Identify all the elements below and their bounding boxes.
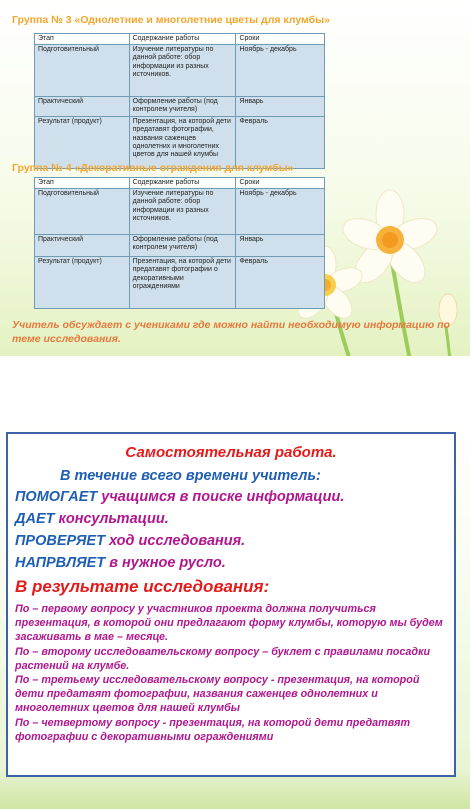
- action-text: в нужное русло.: [105, 555, 226, 571]
- cell-deadline: Ноябрь - декабрь: [236, 189, 325, 235]
- action-keyword: ПРОВЕРЯЕТ: [15, 533, 105, 549]
- teacher-action-line: [15, 511, 169, 527]
- group-4-plan-table: [34, 177, 325, 309]
- cell-stage: Результат (продукт): [35, 117, 130, 169]
- cell-deadline: Февраль: [236, 257, 325, 309]
- cell-deadline: Ноябрь - декабрь: [236, 45, 325, 97]
- cell-stage: Практический: [35, 97, 130, 117]
- teacher-action-line: [15, 489, 344, 505]
- action-text: консультации.: [54, 511, 169, 527]
- action-keyword: ПОМОГАЕТ: [15, 489, 98, 505]
- cell-content: Оформление работы (под контролем учителя): [129, 235, 236, 257]
- teacher-action-line: [15, 555, 226, 571]
- research-answers: [15, 602, 447, 744]
- cell-stage: Подготовительный: [35, 189, 130, 235]
- group-4-heading: Группа № 4 «Декоративные ограждения для клумбы»: [12, 162, 294, 174]
- slide-2: [0, 424, 470, 809]
- cell-stage: Практический: [35, 235, 130, 257]
- header-content: Содержание работы: [129, 34, 236, 45]
- teacher-note: Учитель обсуждает с учениками где можно найти необходимую информацию по теме исследования.: [12, 319, 450, 345]
- answer-item: По – второму исследовательскому вопросу – буклет с правилами посадки растений на клумбе.: [15, 645, 431, 672]
- header-deadline: Сроки: [236, 34, 325, 45]
- box-title: Самостоятельная работа.: [125, 444, 337, 461]
- cell-content: Презентация, на которой дети предатавят фотографии о декоративными ограждениями: [129, 257, 236, 309]
- table-row: [35, 45, 325, 97]
- slide-1: [0, 0, 470, 356]
- answer-item: По – третьему исследовательскому вопросу - презентация, на которой дети предатвят фотографии, названия саженцев однолетних и многолетних цветов для нашей клумбы: [15, 674, 420, 715]
- result-heading: В результате исследования:: [15, 577, 270, 596]
- header-content: Содержание работы: [129, 178, 236, 189]
- table-header-row: [35, 34, 325, 45]
- header-stage: Этап: [35, 34, 130, 45]
- cell-stage: Подготовительный: [35, 45, 130, 97]
- table-header-row: [35, 178, 325, 189]
- header-deadline: Сроки: [236, 178, 325, 189]
- action-text: учащимся в поиске информации.: [97, 489, 345, 505]
- cell-deadline: Январь: [236, 235, 325, 257]
- box-subtitle: В течение всего времени учитель:: [60, 468, 321, 484]
- action-text: ход исследования.: [104, 533, 246, 549]
- cell-deadline: Январь: [236, 97, 325, 117]
- answer-item: По – первому вопросу у участников проекта должна получиться презентация, в которой они предлагают форму клумбы, которую мы будем засаживать в мае – месяце.: [15, 603, 443, 644]
- table-row: [35, 117, 325, 169]
- header-stage: Этап: [35, 178, 130, 189]
- teacher-action-line: [15, 533, 245, 549]
- cell-content: Изучение литературы по данной работе: обор информации из разных источников.: [129, 189, 236, 235]
- table-row: [35, 235, 325, 257]
- cell-content: Презентация, на которой дети предатавят фотографии, названия саженцев однолетних и многолетних цветов для нашей клумбы: [129, 117, 236, 169]
- group-3-plan-table: [34, 33, 325, 169]
- table-row: [35, 257, 325, 309]
- group-3-heading: Группа № 3 «Однолетние и многолетние цветы для клумбы»: [12, 14, 330, 26]
- cell-stage: Результат (продукт): [35, 257, 130, 309]
- action-keyword: ДАЕТ: [15, 511, 55, 527]
- cell-content: Изучение литературы по данной работе: обор информации из разных источников.: [129, 45, 236, 97]
- table-row: [35, 189, 325, 235]
- table-row: [35, 97, 325, 117]
- independent-work-box: [6, 432, 456, 777]
- cell-content: Оформление работы (под контролем учителя): [129, 97, 236, 117]
- action-keyword: НАПРВЛЯЕТ: [15, 555, 106, 571]
- cell-deadline: Февраль: [236, 117, 325, 169]
- answer-item: По – четвертому вопросу - презентация, на которой дети предатвят фотографии с декоративными ограждениями: [15, 716, 411, 743]
